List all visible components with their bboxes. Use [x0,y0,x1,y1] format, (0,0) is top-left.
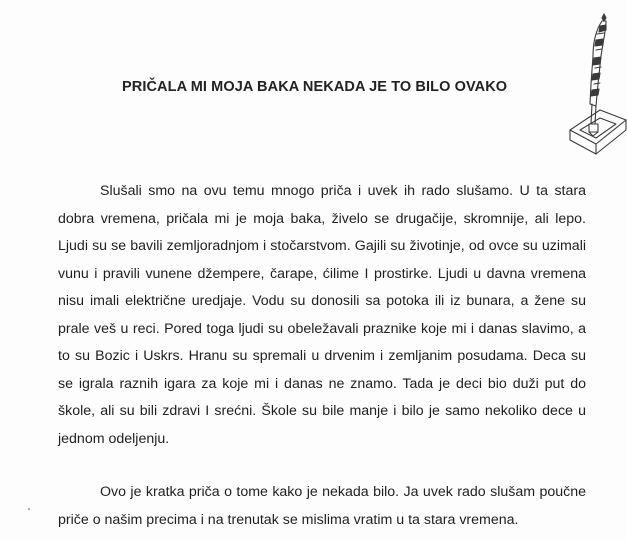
spindle-drawing-icon [560,12,627,162]
paragraph-1: Slušali smo na ovu temu mnogo priča i uvek ih rado slušamo. U ta stara dobra vremena, pričala mi je moja baka, živelo se drugačije, skromnije, ali lepo. Ljudi su se bavili zemljoradnjom i stočarstvom. Gajili su životinje, od ovce su uzimali vunu i pravili vunene džempere, čarape, ćilime I prostirke. Ljudi u davna vremena nisu imali električne uredjaje. Vodu su donosili sa potoka ili iz bunara, a žene su prale veš u reci. Pored toga ljudi su obeležavali praznike koje mi i danas slavimo, a to su Bozic i Uskrs. Hranu su spremali u drvenim i zemljanim posudama. Deca su se igrala raznih igara za koje mi i danas ne znamo. Tada je deci bio duži put do škole, ali su bili zdravi I srećni. Škole su bile manje i bilo je samo nekoliko dece u jednom odeljenju. [58,183,586,447]
page-title: PRIČALA MI MOJA BAKA NEKADA JE TO BILO OVAKO [122,79,508,95]
scan-speck [28,508,30,510]
paragraph-2: Ovo je kratka priča o tome kako je nekada bilo. Ja uvek rado slušam poučne priče o našim precima i na trenutak se mislima vratim u ta stara vremena. [58,484,586,528]
